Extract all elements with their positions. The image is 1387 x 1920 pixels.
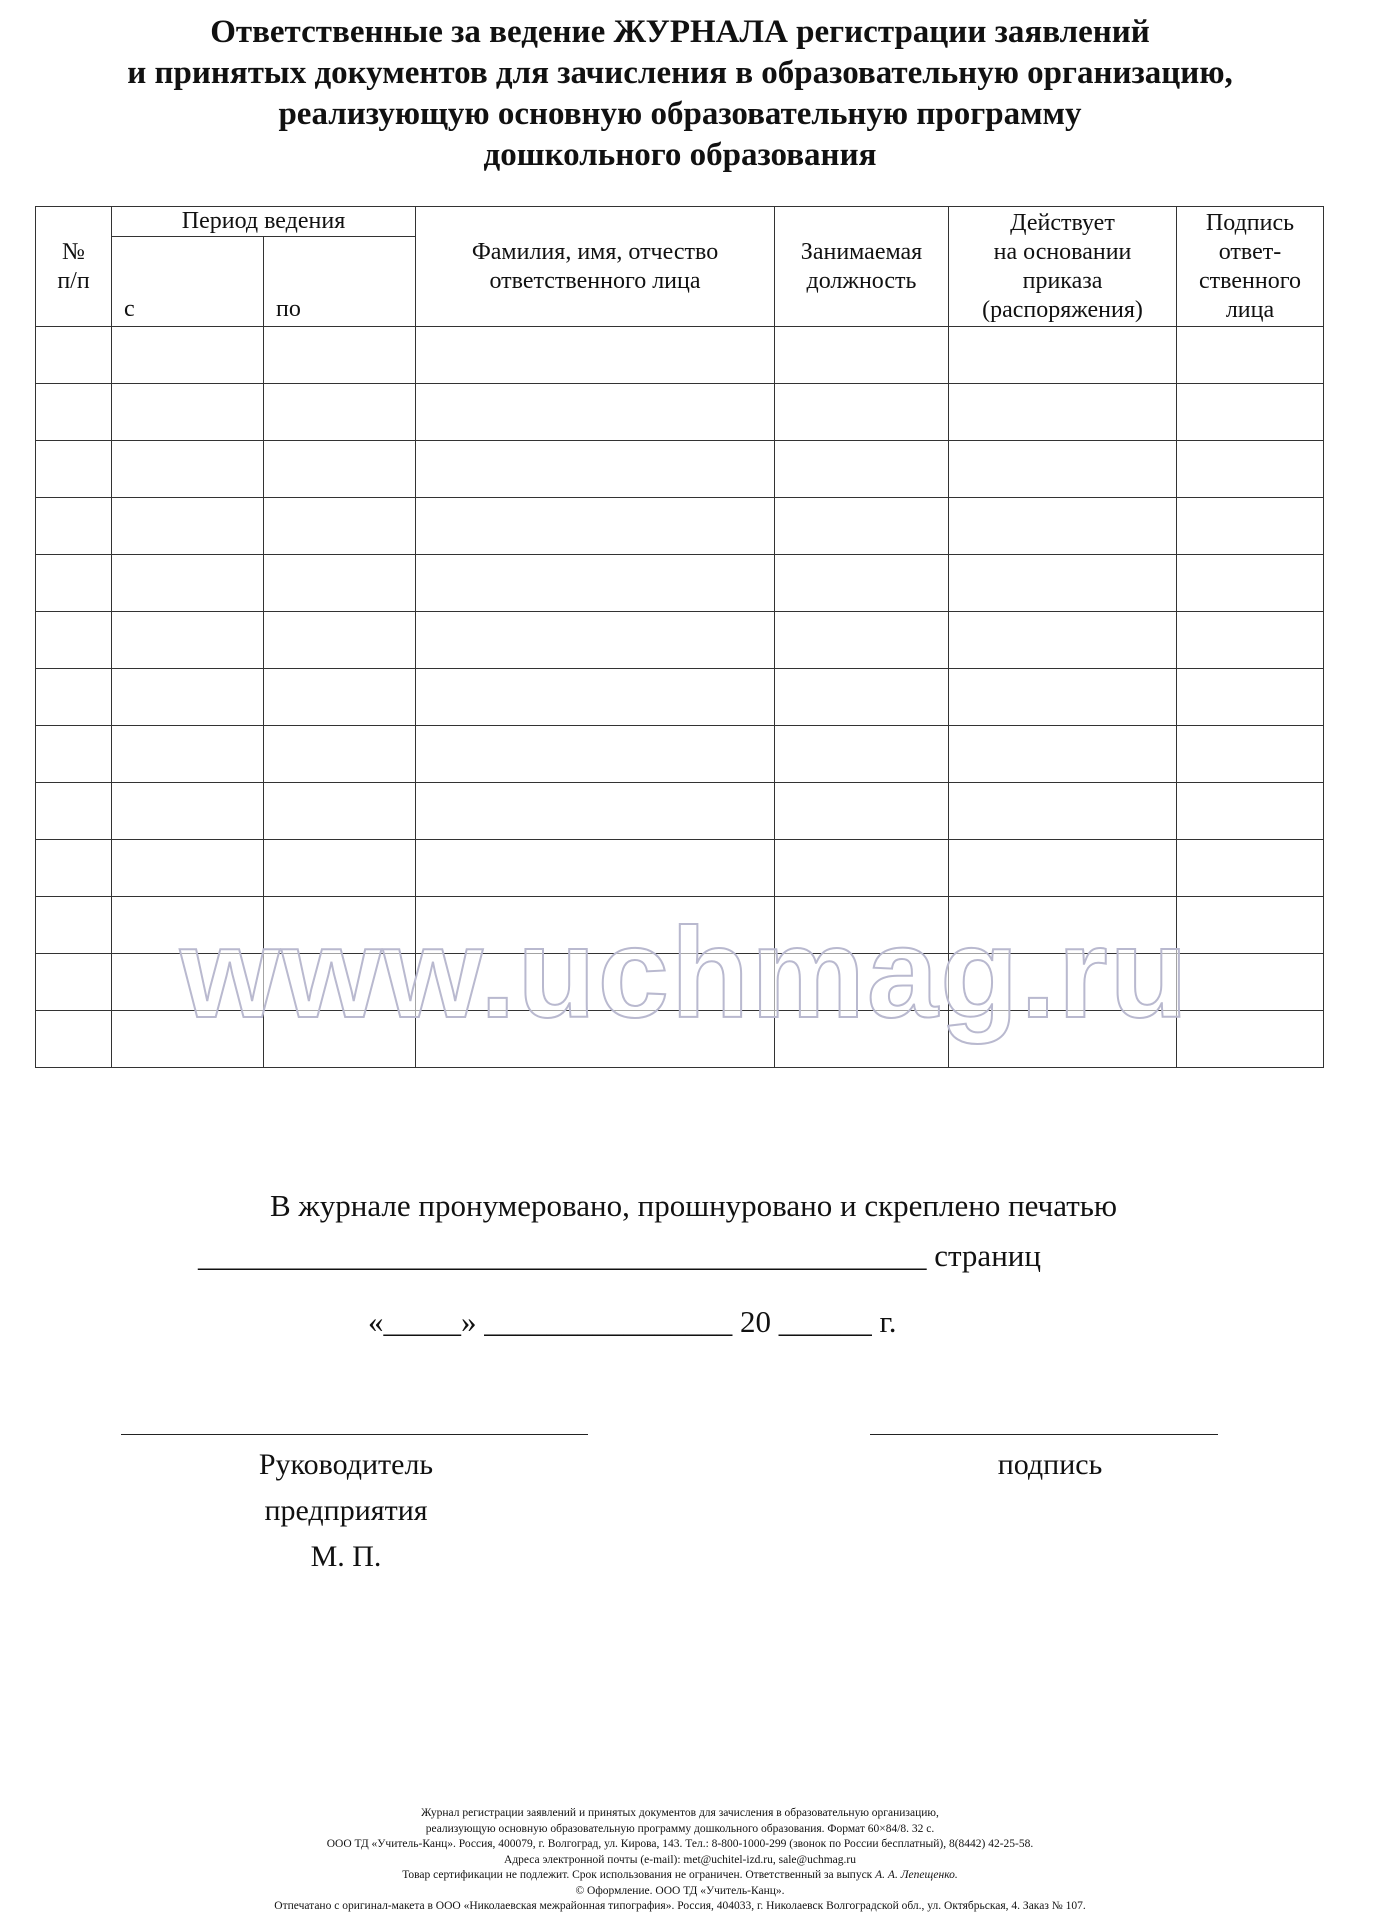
table-cell[interactable] xyxy=(36,498,112,555)
header-number xyxy=(36,207,112,327)
table-cell[interactable] xyxy=(949,897,1177,954)
table-cell[interactable] xyxy=(264,840,416,897)
header-full-name xyxy=(416,207,775,327)
table-cell[interactable] xyxy=(949,327,1177,384)
title-line: реализующую основную образовательную программу xyxy=(278,96,1082,132)
table-cell[interactable] xyxy=(36,1011,112,1068)
table-cell[interactable] xyxy=(416,498,775,555)
table-cell[interactable] xyxy=(775,840,949,897)
table-row xyxy=(36,555,1324,612)
table-row xyxy=(36,384,1324,441)
table-cell[interactable] xyxy=(416,384,775,441)
table-cell[interactable] xyxy=(36,840,112,897)
header-basis-line: Действует xyxy=(1010,210,1115,236)
stamp-place-label: М. П. xyxy=(310,1540,382,1573)
table-cell[interactable] xyxy=(112,954,264,1011)
header-basis-line: на основании xyxy=(993,239,1132,265)
header-signature-line: ответ- xyxy=(1218,239,1282,265)
table-cell[interactable] xyxy=(112,840,264,897)
table-cell[interactable] xyxy=(1177,384,1324,441)
table-cell[interactable] xyxy=(264,498,416,555)
table-cell[interactable] xyxy=(949,498,1177,555)
table-cell[interactable] xyxy=(949,669,1177,726)
table-cell[interactable] xyxy=(949,726,1177,783)
imprint-line: Журнал регистрации заявлений и принятых документов для зачисления в образовательную организацию, xyxy=(421,1807,939,1819)
table-row xyxy=(36,783,1324,840)
certification-statement: В журнале пронумеровано, прошнуровано и скреплено печатью xyxy=(269,1188,1118,1223)
title-line: и принятых документов для зачисления в образовательную организацию, xyxy=(127,55,1233,91)
table-cell[interactable] xyxy=(416,669,775,726)
imprint-line: Отпечатано с оригинал-макета в ООО «Николаевская межрайонная типография». Россия, 404033, г. Николаевск Волгоградской обл., ул. Октябрьская, 4. Заказ № 107. xyxy=(274,1900,1086,1912)
header-position-line: Занимаемая xyxy=(800,238,923,265)
table-cell[interactable] xyxy=(112,783,264,840)
table-cell[interactable] xyxy=(949,441,1177,498)
table-cell[interactable] xyxy=(36,384,112,441)
imprint-line: © Оформление. ООО ТД «Учитель-Канц». xyxy=(575,1884,785,1897)
table-cell[interactable] xyxy=(36,726,112,783)
header-number-abbr: п/п xyxy=(57,267,90,294)
page-count-line: _______________________________________________ страниц xyxy=(198,1238,1041,1273)
table-cell[interactable] xyxy=(1177,498,1324,555)
table-row xyxy=(36,327,1324,384)
header-basis-line: (распоряжения) xyxy=(982,297,1143,323)
signature-caption-label: подпись xyxy=(997,1448,1103,1481)
table-cell[interactable] xyxy=(36,612,112,669)
table-cell[interactable] xyxy=(775,783,949,840)
header-signature-line: лица xyxy=(1225,297,1275,323)
table-cell[interactable] xyxy=(775,669,949,726)
header-signature-line: ственного xyxy=(1199,268,1301,294)
table-cell[interactable] xyxy=(949,954,1177,1011)
table-cell[interactable] xyxy=(112,327,264,384)
table-body xyxy=(36,327,1324,1068)
table-cell[interactable] xyxy=(264,669,416,726)
table-cell[interactable] xyxy=(36,441,112,498)
responsible-persons-table xyxy=(35,206,1324,1068)
title-line: дошкольного образования xyxy=(483,137,877,173)
imprint-line xyxy=(0,1868,1360,1884)
table-cell[interactable] xyxy=(416,726,775,783)
table-cell[interactable] xyxy=(264,954,416,1011)
table-cell[interactable] xyxy=(36,954,112,1011)
table-cell[interactable] xyxy=(1177,726,1324,783)
table-cell[interactable] xyxy=(416,1011,775,1068)
table-cell[interactable] xyxy=(775,726,949,783)
header-period-to: по xyxy=(264,237,416,327)
header-signature-line: Подпись xyxy=(1205,210,1295,236)
header-position xyxy=(775,207,949,327)
table-cell[interactable] xyxy=(416,840,775,897)
table-row xyxy=(36,726,1324,783)
table-cell[interactable] xyxy=(264,1011,416,1068)
table-cell[interactable] xyxy=(112,555,264,612)
watermark: www.uchmag.ru xyxy=(180,902,1190,1045)
table-cell[interactable] xyxy=(775,498,949,555)
table-cell[interactable] xyxy=(949,840,1177,897)
table-cell[interactable] xyxy=(949,384,1177,441)
director-caption xyxy=(196,1442,496,1580)
table-cell[interactable] xyxy=(416,783,775,840)
header-number-symbol: № xyxy=(62,238,85,265)
table-cell[interactable] xyxy=(775,441,949,498)
table-cell[interactable] xyxy=(36,555,112,612)
table-cell[interactable] xyxy=(416,441,775,498)
table-cell[interactable] xyxy=(36,783,112,840)
table-cell[interactable] xyxy=(1177,612,1324,669)
header-full-name-line: Фамилия, имя, отчество xyxy=(471,238,719,265)
table-cell[interactable] xyxy=(416,327,775,384)
table-row xyxy=(36,612,1324,669)
table-cell[interactable] xyxy=(36,897,112,954)
table-row xyxy=(36,897,1324,954)
table-cell[interactable] xyxy=(1177,555,1324,612)
title-line: Ответственные за ведение ЖУРНАЛА регистрации заявлений xyxy=(210,14,1150,50)
imprint-line: Адреса электронной почты (e-mail): met@uchitel-izd.ru, sale@uchmag.ru xyxy=(504,1853,856,1866)
table-cell[interactable] xyxy=(112,384,264,441)
table-cell[interactable] xyxy=(36,669,112,726)
table-cell[interactable] xyxy=(949,612,1177,669)
header-full-name-line: ответственного лица xyxy=(489,267,701,294)
table-cell[interactable] xyxy=(775,384,949,441)
table-cell[interactable] xyxy=(264,612,416,669)
imprint-text: Товар сертификации не подлежит. Срок использования не ограничен. Ответственный за выпуск xyxy=(402,1869,873,1881)
imprint-line: реализующую основную образовательную программу дошкольного образования. Формат 60×84/8. 32 с. xyxy=(425,1822,935,1835)
table-cell[interactable] xyxy=(1177,954,1324,1011)
table-cell[interactable] xyxy=(1177,783,1324,840)
document-title xyxy=(0,12,1360,176)
table-cell[interactable] xyxy=(112,612,264,669)
signature-caption xyxy=(900,1442,1200,1488)
table-cell[interactable] xyxy=(1177,1011,1324,1068)
table-row xyxy=(36,840,1324,897)
table-cell[interactable] xyxy=(1177,897,1324,954)
table-cell[interactable] xyxy=(1177,669,1324,726)
table-cell[interactable] xyxy=(1177,327,1324,384)
header-basis xyxy=(949,207,1177,327)
table-cell[interactable] xyxy=(1177,441,1324,498)
table-cell[interactable] xyxy=(264,783,416,840)
director-caption-line: предприятия xyxy=(264,1494,428,1527)
table-cell[interactable] xyxy=(112,1011,264,1068)
publisher-imprint xyxy=(0,1806,1360,1915)
table-cell[interactable] xyxy=(112,669,264,726)
table-row xyxy=(36,669,1324,726)
table-cell[interactable] xyxy=(416,612,775,669)
header-position-line: должность xyxy=(806,267,917,294)
header-period-from: с xyxy=(112,237,264,327)
table-cell[interactable] xyxy=(775,555,949,612)
table-cell[interactable] xyxy=(1177,840,1324,897)
table-cell[interactable] xyxy=(264,384,416,441)
table-cell[interactable] xyxy=(775,1011,949,1068)
table-cell[interactable] xyxy=(775,897,949,954)
imprint-responsible-name: А. А. Лепещенко. xyxy=(875,1869,958,1881)
table-cell[interactable] xyxy=(112,441,264,498)
table-cell[interactable] xyxy=(264,555,416,612)
header-signature xyxy=(1177,207,1324,327)
table-row xyxy=(36,954,1324,1011)
table-row xyxy=(36,1011,1324,1068)
imprint-line: ООО ТД «Учитель-Канц». Россия, 400079, г. Волгоград, ул. Кирова, 143. Тел.: 8-800-1000-299 (звонок по России бесплатный), 8(8442) 42-25-58. xyxy=(326,1838,1034,1850)
table-row xyxy=(36,441,1324,498)
table-cell[interactable] xyxy=(416,555,775,612)
table-cell[interactable] xyxy=(112,897,264,954)
director-caption-line: Руководитель xyxy=(258,1448,434,1481)
table-row xyxy=(36,498,1324,555)
table-cell[interactable] xyxy=(36,327,112,384)
table-cell[interactable] xyxy=(775,327,949,384)
date-line: «_____» ________________ 20 ______ г. xyxy=(368,1304,897,1339)
table-cell[interactable] xyxy=(775,954,949,1011)
table-cell[interactable] xyxy=(775,612,949,669)
table-cell[interactable] xyxy=(112,726,264,783)
table-cell[interactable] xyxy=(949,555,1177,612)
table-cell[interactable] xyxy=(264,726,416,783)
table-cell[interactable] xyxy=(949,1011,1177,1068)
table-cell[interactable] xyxy=(112,498,264,555)
director-signature-line xyxy=(121,1434,588,1435)
table-cell[interactable] xyxy=(264,327,416,384)
table-cell[interactable] xyxy=(264,441,416,498)
table-cell[interactable] xyxy=(264,897,416,954)
header-basis-line: приказа xyxy=(1022,268,1103,294)
signature-line xyxy=(870,1434,1218,1435)
table-cell[interactable] xyxy=(416,954,775,1011)
table-cell[interactable] xyxy=(949,783,1177,840)
table-cell[interactable] xyxy=(416,897,775,954)
header-period: Период ведения xyxy=(112,207,416,237)
